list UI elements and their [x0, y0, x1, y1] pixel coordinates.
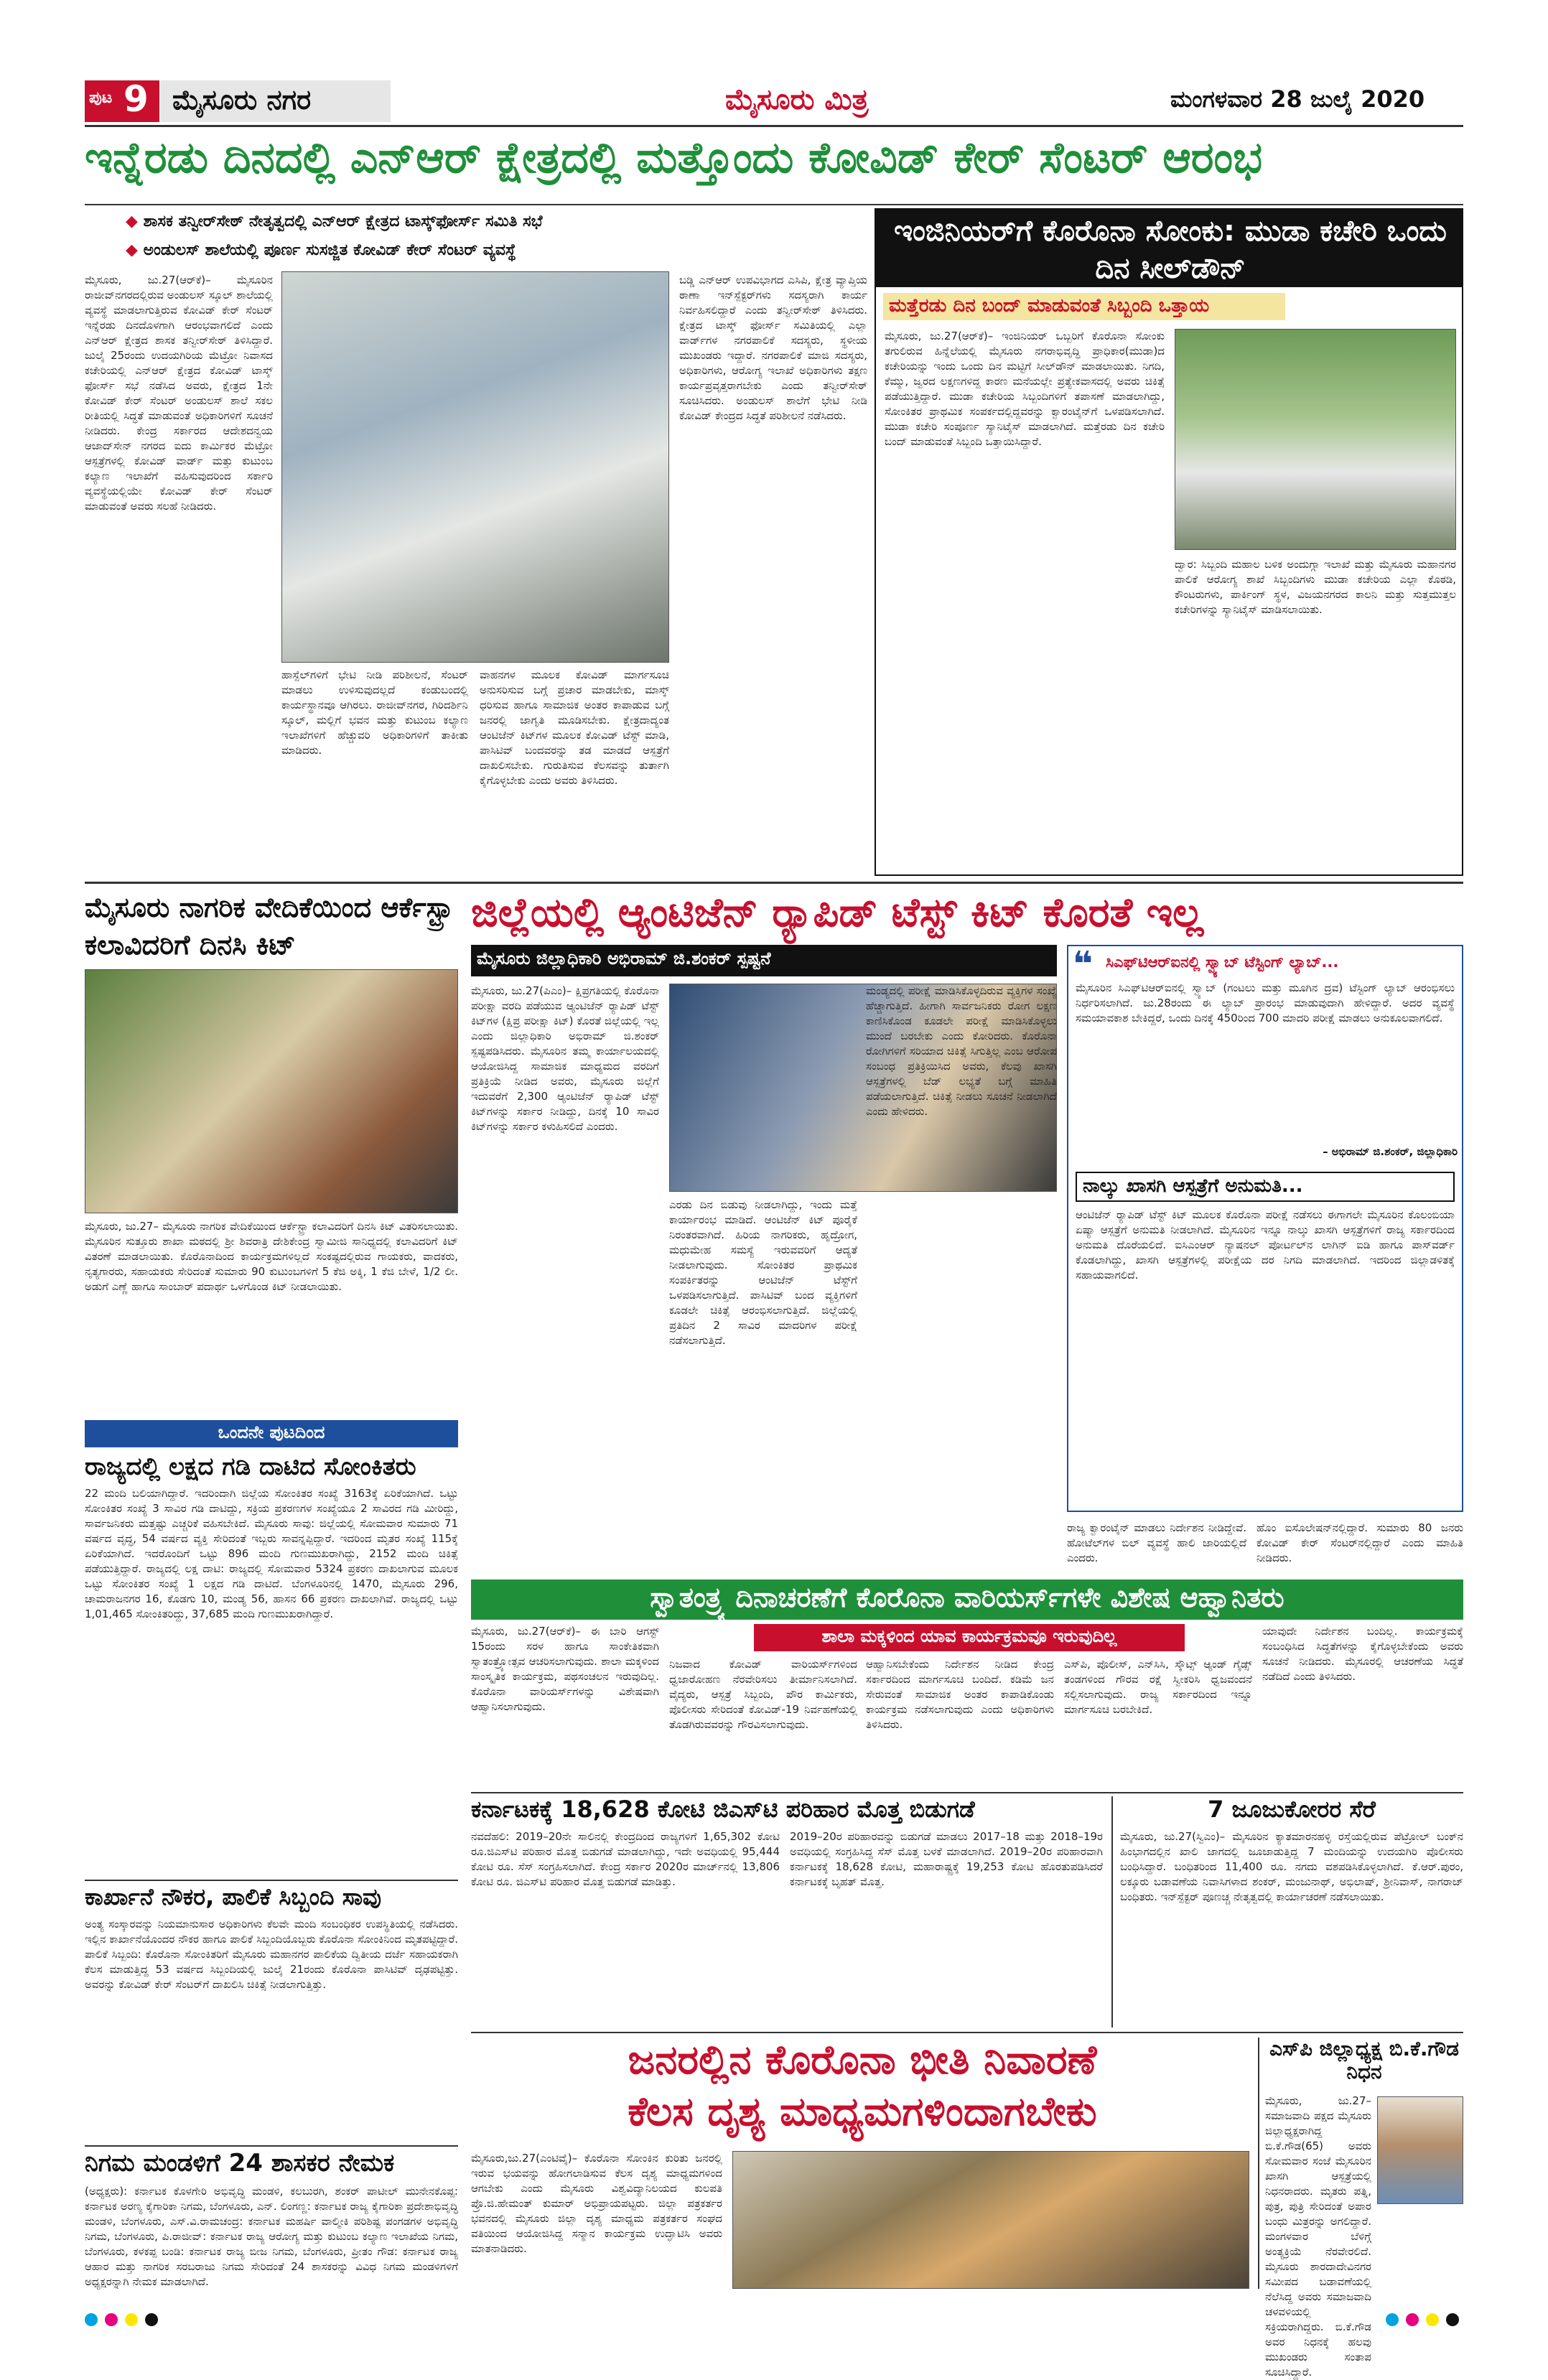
boards-headline: ನಿಗಮ ಮಂಡಳಿಗೆ 24 ಶಾಸಕರ ನೇಮಕ	[85, 2149, 395, 2178]
engineer-body: ಮೈಸೂರು, ಜು.27(ಆರ್‌ಕೆ)– ಇಂಜಿನಿಯರ್ ಒಬ್ಬರಿಗೆ ಕೊರೊನಾ ಸೋಂಕು ತಗುಲಿರುವ ಹಿನ್ನೆಲೆಯಲ್ಲಿ ಮೈಸೂರು ನಗರಾಭಿವೃದ್ಧಿ ಪ್ರಾಧಿಕಾರ(ಮುಡಾ)ದ ಕಚೇರಿಯನ್ನು ಇಂದು ಒಂದು ದಿನ ಮಟ್ಟಿಗೆ ಸೀಲ್‌ಡೌನ್ ಮಾಡಲಾಯಿತು. ನಿಗದಿ, ಕೆಮ್ಮು, ಜ್ವರದ ಲಕ್ಷಣಗಳಿದ್ದ ಕಾರಣ ಮನೆಯಲ್ಲೇ ಪ್ರತ್ಯೇಕವಾಸದಲ್ಲಿ ಅವರು ಚಿಕಿತ್ಸೆ ಪಡೆಯುತ್ತಿದ್ದಾರೆ. ಮುಡಾ ಕಚೇರಿಯ ಸಿಬ್ಬಂದಿಗಳಿಗೆ ತಪಾಸಣೆ ಮಾಡಲಾಗಿದ್ದು, ಸೋಂಕಿತರ ಪ್ರಾಥಮಿಕ ಸಂಪರ್ಕದಲ್ಲಿದ್ದವರನ್ನು ಕ್ವಾರಂಟೈನ್‌ಗೆ ಒಳಪಡಿಸಲಾಗಿದೆ. ಮುಡಾ ಕಚೇರಿ ಸಂಪೂರ್ಣ ಸ್ಯಾನಿಟೈಸ್ ಮಾಡಲಾಗಿದೆ. ಮತ್ತೆರಡು ದಿನ ಕಚೇರಿ ಬಂದ್ ಮಾಡುವಂತೆ ಸಿಬ್ಬಂದಿ ಒತ್ತಾಯಿಸಿದ್ದಾರೆ.	[885, 330, 1165, 448]
media-headline-line-2: ಕೆಲಸ ದೃಶ್ಯ ಮಾಧ್ಯಮಗಳಿಂದಾಗಬೇಕು	[628, 2089, 1097, 2135]
independence-headline: ಸ್ವಾತಂತ್ರ್ಯ ದಿನಾಚರಣೆಗೆ ಕೊರೊನಾ ವಾರಿಯರ್ಸ್‌ಗಳೇ ವಿಶೇಷ ಆಹ್ವಾನಿತರು	[650, 1582, 1284, 1613]
page-label: ಪುಟ	[89, 89, 113, 107]
bullet-icon: ◆	[126, 213, 144, 230]
gst-col-2: 2019–20ರ ಪರಿಹಾರವನ್ನು ಬಿಡುಗಡೆ ಮಾಡಲು 2017–18 ಮತ್ತು 2018–19ರ ಅವಧಿಯಲ್ಲಿ ಸಂಗ್ರಹಿಸಿದ್ದ ಸೆಸ್ ಮೊತ್ತ ಬಳಕೆ ಮಾಡಲಾಗಿದೆ. 2019–20ರ ಪರಿಹಾರವಾಗಿ ಕರ್ನಾಟಕಕ್ಕೆ 18,628 ಕೋಟಿ, ಮಹಾರಾಷ್ಟ್ರಕ್ಕೆ 19,253 ಕೋಟಿ ಹೊರತುಪಡಿಸಿದರೆ ಕರ್ನಾಟಕಕ್ಕೆ ಬೃಹತ್ ಮೊತ್ತ.	[790, 1830, 1103, 1888]
obit-divider	[1258, 2038, 1259, 2289]
obit-photo	[1377, 2096, 1463, 2204]
lead-col-4: ಬಡ್ಡಿ ಎನ್‌ಆರ್ ಉಪವಿಭಾಗದ ಎಸಿಪಿ, ಕ್ಷೇತ್ರ ವ್ಯಾಪ್ತಿಯ ಠಾಣಾ ಇನ್‌ಸ್ಪೆಕ್ಟರ್‌ಗಳು ಸದಸ್ಯರಾಗಿ ಕಾರ್ಯ ನಿರ್ವಹಿಸಲಿದ್ದಾರೆ ಎಂದು ತನ್ವೀರ್‌ಸೇಠ್ ತಿಳಿಸಿದರು. ಕ್ಷೇತ್ರದ ಟಾಸ್ಕ್ ಫೋರ್ಸ್ ಸಮಿತಿಯಲ್ಲಿ ಎಲ್ಲಾ ವಾರ್ಡ್‌ಗಳ ನಗರಪಾಲಿಕೆ ಸದಸ್ಯರು, ಸ್ಥಳೀಯ ಮುಖಂಡರು ಇದ್ದಾರೆ. ನಗರಪಾಲಿಕೆ ಮಾಜಿ ಸದಸ್ಯರು, ಅಧಿಕಾರಿಗಳು, ಆರೋಗ್ಯ ಇಲಾಖೆ ಅಧಿಕಾರಿಗಳು ತಕ್ಷಣ ಕಾರ್ಯಪ್ರವೃತ್ತರಾಗಬೇಕು ಎಂದು ತನ್ವೀರ್‌ಸೇಠ್ ಸೂಚಿಸಿದರು. ಅಂಡುಲಸ್ ಶಾಲೆಗೆ ಭೇಟಿ ನೀಡಿ ಕೋವಿಡ್ ಕೇಂದ್ರದ ಸಿದ್ಧತೆ ಪರಿಶೀಲನೆ ನಡೆಸಿದರು.	[679, 274, 867, 422]
lead-headline: ಇನ್ನೆರಡು ದಿನದಲ್ಲಿ ಎನ್‌ಆರ್ ಕ್ಷೇತ್ರದಲ್ಲಿ ಮತ್ತೊಂದು ಕೋವಿಡ್ ಕೇರ್ ಸೆಂಟರ್ ಆರಂಭ	[85, 133, 1263, 183]
registration-dot-cyan	[85, 2313, 98, 2326]
kits-photo	[85, 969, 458, 1213]
gst-col-1: ನವದೆಹಲಿ: 2019–20ನೇ ಸಾಲಿನಲ್ಲಿ ಕೇಂದ್ರದಿಂದ ರಾಜ್ಯಗಳಿಗೆ 1,65,302 ಕೋಟಿ ರೂ.ಜಿಎಸ್‌ಟಿ ಪರಿಹಾರ ಮೊತ್ತ ಬಿಡುಗಡೆ ಮಾಡಲಾಗಿದ್ದು, ಇದೇ ಅವಧಿಯಲ್ಲಿ 95,444 ಕೋಟಿ ರೂ. ಸೆಸ್ ಸಂಗ್ರಹಿಸಲಾಗಿದೆ. ಕೇಂದ್ರ ಸರ್ಕಾರ 2020ರ ಮಾರ್ಚ್‌ನಲ್ಲಿ 13,806 ಕೋಟಿ ರೂ. ಜಿಎಸ್‌ಟಿ ಪರಿಹಾರ ಮೊತ್ತ ಬಿಡುಗಡೆ ಮಾಡಿತ್ತು.	[471, 1830, 780, 1888]
registration-dot-yellow	[1426, 2313, 1439, 2326]
independence-col-3: ಆಹ್ವಾನಿಸಬೇಕೆಂದು ನಿರ್ದೇಶನ ನೀಡಿದ ಕೇಂದ್ರ ಸರ್ಕಾರದಿಂದ ಮಾರ್ಗಸೂಚಿ ಬಂದಿದೆ. ಕಡಿಮೆ ಜನ ಸೇರುವಂತೆ ಸಾಮಾಜಿಕ ಅಂತರ ಕಾಪಾಡಿಕೊಂಡು ಕಾರ್ಯಕ್ರಮ ನಡೆಸಲಾಗುವುದು ಎಂದು ಅಧಿಕಾರಿಗಳು ತಿಳಿಸಿದರು.	[866, 1658, 1054, 1731]
media-photo	[732, 2151, 1249, 2289]
swab-body-2: ಆಂಟಿಜೆನ್ ರ್‍ಯಾಪಿಡ್ ಟೆಸ್ಟ್ ಕಿಟ್ ಮೂಲಕ ಕೊರೊನಾ ಪರೀಕ್ಷೆ ನಡೆಸಲು ಈಗಾಗಲೇ ಮೈಸೂರಿನ ಕೊಲಂಬಿಯಾ ಏಷ್ಯಾ ಆಸ್ಪತ್ರೆಗೆ ಅನುಮತಿ ನೀಡಲಾಗಿದೆ. ಮೈಸೂರಿನ ಇನ್ನೂ ನಾಲ್ಕು ಖಾಸಗಿ ಆಸ್ಪತ್ರೆಗಳಿಗೆ ರಾಜ್ಯ ಸರ್ಕಾರದಿಂದ ಅನುಮತಿ ದೊರೆಯಲಿದೆ. ಐಸಿಎಂಆರ್ ನ್ಯಾಷನಲ್ ಪೋರ್ಟಲ್‌ನ ಲಾಗಿನ್ ಐಡಿ ಹಾಗೂ ಪಾಸ್‌ವರ್ಡ್ ಕೊಡಲಾಗಿದ್ದು, ಖಾಸಗಿ ಆಸ್ಪತ್ರೆಗಳಲ್ಲಿ ಪರೀಕ್ಷೆಯ ದರ ನಿಗದಿ ಮಾಡಲಾಗಿದೆ. ಇದರಿಂದ ಜಿಲ್ಲಾಡಳಿತಕ್ಕೆ ಸಹಾಯವಾಗಲಿದೆ.	[1076, 1208, 1455, 1282]
antigen-subhead: ಮೈಸೂರು ಜಿಲ್ಲಾಧಿಕಾರಿ ಅಭಿರಾಮ್ ಜಿ.ಶಂಕರ್ ಸ್ಪಷ್ಟನೆ	[477, 948, 771, 969]
registration-dot-black	[1446, 2313, 1459, 2326]
registration-dot-black	[145, 2313, 158, 2326]
lead-photo	[281, 271, 669, 663]
lead-subhead-1: ◆ ಶಾಸಕ ತನ್ವೀರ್‌ಸೇಠ್ ನೇತೃತ್ವದಲ್ಲಿ ಎನ್‌ಆರ್ ಕ್ಷೇತ್ರದ ಟಾಸ್ಕ್‌ಫೋರ್ಸ್ ಸಮಿತಿ ಸಭೆ	[126, 213, 543, 230]
covid-stats-body: 22 ಮಂದಿ ಬಲಿಯಾಗಿದ್ದಾರೆ. ಇದರಿಂದಾಗಿ ಜಿಲ್ಲೆಯ ಸೋಂಕಿತರ ಸಂಖ್ಯೆ 3163ಕ್ಕೆ ಏರಿಕೆಯಾಗಿದೆ. ಒಟ್ಟು ಸೋಂಕಿತರ ಸಂಖ್ಯೆ 3 ಸಾವಿರ ಗಡಿ ದಾಟಿದ್ದು, ಸಕ್ರಿಯ ಪ್ರಕರಣಗಳ ಸಂಖ್ಯೆಯೂ 2 ಸಾವಿರದ ಗಡಿ ಮೀರಿದ್ದು, ಸಾರ್ವಜನಿಕರು ಮತ್ತಷ್ಟು ಎಚ್ಚರಿಕೆ ವಹಿಸಬೇಕಿದೆ. ಮೈಸೂರು ಸಾವು: ಜಿಲ್ಲೆಯಲ್ಲಿ ಸೋಮವಾರ ಸುಮಾರು 71 ವರ್ಷದ ವೃದ್ಧ, 54 ವರ್ಷದ ವ್ಯಕ್ತಿ ಸೇರಿದಂತೆ ಇಬ್ಬರು ಸಾವನ್ನಪ್ಪಿದ್ದಾರೆ. ಇದರಿಂದ ಮೃತರ ಸಂಖ್ಯೆ 115ಕ್ಕೆ ಏರಿಕೆಯಾಗಿದೆ. ಇದರೊಂದಿಗೆ ಒಟ್ಟು 896 ಮಂದಿ ಗುಣಮುಖರಾಗಿದ್ದು, 2152 ಮಂದಿ ಚಿಕಿತ್ಸೆ ಪಡೆಯುತ್ತಿದ್ದಾರೆ. ರಾಜ್ಯದಲ್ಲಿ ಲಕ್ಷ ದಾಟಿ: ರಾಜ್ಯದಲ್ಲಿ ಸೋಮವಾರ 5324 ಪ್ರಕರಣ ದಾಖಲಾಗುವ ಮೂಲಕ ಒಟ್ಟು ಸೋಂಕಿತರ ಸಂಖ್ಯೆ 1 ಲಕ್ಷದ ಗಡಿ ದಾಟಿದೆ. ಬೆಂಗಳೂರಿನಲ್ಲಿ 1470, ಮೈಸೂರು 296, ಚಾಮರಾಜನಗರ 16, ಕೊಡಗು 10, ಮಂಡ್ಯ 56, ಹಾಸನ 66 ಪ್ರಕರಣ ದಾಖಲಾಗಿವೆ. ರಾಜ್ಯದಲ್ಲಿ ಒಟ್ಟು 1,01,465 ಸೋಂಕಿತರಿದ್ದು, 37,685 ಮಂದಿ ಗುಣಮುಖರಾಗಿದ್ದಾರೆ.	[85, 1487, 458, 1620]
boards-body: (ಅಧ್ಯಕ್ಷರು): ಕರ್ನಾಟಕ ಕೊಳಗೇರಿ ಅಭಿವೃದ್ಧಿ ಮಂಡಳಿ, ಕಲಬುರಗಿ, ಶಂಕರ್ ಪಾಟೀಲ್ ಮುನೇನಕೊಪ್ಪ: ಕರ್ನಾಟಕ ಅರಣ್ಯ ಕೈಗಾರಿಕಾ ನಿಗಮ, ಬೆಂಗಳೂರು, ಎನ್. ಲಿಂಗಣ್ಣ: ಕರ್ನಾಟಕ ರಾಜ್ಯ ಕೈಗಾರಿಕಾ ಪ್ರದೇಶಾಭಿವೃದ್ಧಿ ಮಂಡಳಿ, ಬೆಂಗಳೂರು, ಎಸ್.ವಿ.ರಾಮಚಂದ್ರ: ಕರ್ನಾಟಕ ಮಹರ್ಷಿ ವಾಲ್ಮೀಕಿ ಪರಿಶಿಷ್ಟ ಪಂಗಡಗಳ ಅಭಿವೃದ್ಧಿ ನಿಗಮ, ಬೆಂಗಳೂರು, ಪಿ.ರಾಜೀವ್: ಕರ್ನಾಟಕ ರಾಜ್ಯ ಆರೋಗ್ಯ ಮತ್ತು ಕುಟುಂಬ ಕಲ್ಯಾಣ ಇಲಾಖೆಯ ನಿಗಮ, ಬೆಂಗಳೂರು, ಕಳಕಪ್ಪ ಬಂಡಿ: ಕರ್ನಾಟಕ ರಾಜ್ಯ ಬೀಜ ನಿಗಮ, ಬೆಂಗಳೂರು, ಪ್ರೀತಂ ಗೌಡ: ಕರ್ನಾಟಕ ರಾಜ್ಯ ಆಹಾರ ಮತ್ತು ನಾಗರಿಕ ಸರಬರಾಜು ನಿಗಮ ಸೇರಿದಂತೆ 24 ಶಾಸಕರನ್ನು ವಿವಿಧ ನಿಗಮ ಮಂಡಳಿಗಳಿಗೆ ಅಧ್ಯಕ್ಷರನ್ನಾಗಿ ನೇಮಕ ಮಾಡಲಾಗಿದೆ.	[85, 2185, 458, 2288]
gst-headline: ಕರ್ನಾಟಕಕ್ಕೆ 18,628 ಕೋಟಿ ಜಿಎಸ್‌ಟಿ ಪರಿಹಾರ ಮೊತ್ತ ಬಿಡುಗಡೆ	[471, 1796, 975, 1823]
gamblers-divider	[1111, 1796, 1113, 2027]
boards-rule	[85, 2145, 458, 2147]
media-headline-line-1: ಜನರಲ್ಲಿನ ಕೊರೊನಾ ಭೀತಿ ನಿವಾರಣೆ	[628, 2037, 1097, 2083]
lead-col-1: ಮೈಸೂರು, ಜು.27(ಆರ್‌ಕೆ)– ಮೈಸೂರಿನ ರಾಜೀವ್‌ನಗರದಲ್ಲಿರುವ ಅಂಡುಲಸ್ ಸ್ಕೂಲ್ ಶಾಲೆಯಲ್ಲಿ ವ್ಯವಸ್ಥೆ ಮಾಡಲಾಗುತ್ತಿರುವ ಕೋವಿಡ್ ಕೇರ್ ಸೆಂಟರ್ ಇನ್ನೆರಡು ದಿನದೊಳಗಾಗಿ ಆರಂಭವಾಗಲಿದೆ ಎಂದು ಎನ್‌ಆರ್ ಕ್ಷೇತ್ರದ ಶಾಸಕ ತನ್ವೀರ್‌ಸೇಠ್ ತಿಳಿಸಿದ್ದಾರೆ. ಜುಲೈ 25ರಂದು ಉದಯಗಿರಿಯ ಮೆಟ್ರೋ ನಿವಾಸದ ಕಚೇರಿಯಲ್ಲಿ ಎನ್‌ಆರ್ ಕ್ಷೇತ್ರದ ಕೋವಿಡ್ ಟಾಸ್ಕ್ ಫೋರ್ಸ್ ಸಭೆ ನಡೆಸಿದ ಅವರು, ಕ್ಷೇತ್ರದ 1ನೇ ಕೋವಿಡ್ ಕೇರ್ ಸೆಂಟರ್ ಅಂಡುಲಸ್ ಶಾಲೆ ಸಕಲ ರೀತಿಯಲ್ಲಿ ಸಿದ್ಧತೆ ಮಾಡುವಂತೆ ಅಧಿಕಾರಿಗಳಿಗೆ ಸೂಚನೆ ನೀಡಿದರು. ಕೇಂದ್ರ ಸರ್ಕಾರದ ಆದೇಶದನ್ವಯ ಆಜಾದ್‌ಸೇನ್ ನಗರದ ಐದು ಕಾರ್ಮಿಕರ ಮೆಟ್ರೋ ಆಸ್ಪತ್ರೆಗಳಲ್ಲಿ ಕೋವಿಡ್ ವಾರ್ಡ್ ಮತ್ತು ಕುಟುಂಬ ಕಲ್ಯಾಣ ಇಲಾಖೆಗೆ ವಹಿಸುವುದರಿಂದ ಸರ್ಕಾರಿ ವ್ಯವಸ್ಥೆಯಲ್ಲಿಯೇ ಕೋವಿಡ್ ಕೇರ್ ಸೆಂಟರ್ ಮಾಡುವಂತೆ ಅವರು ಸಲಹೆ ನೀಡಿದರು.	[85, 274, 273, 513]
lead-subhead-2: ◆ ಅಂಡುಲಸ್ ಶಾಲೆಯಲ್ಲಿ ಪೂರ್ಣ ಸುಸಜ್ಜಿತ ಕೋವಿಡ್ ಕೇರ್ ಸೆಂಟರ್ ವ್ಯವಸ್ಥೆ	[126, 241, 516, 259]
bullet-icon: ◆	[126, 241, 144, 259]
independence-col-2: ನಿಜವಾದ ಕೋವಿಡ್ ವಾರಿಯರ್ಸ್‌ಗಳಿಂದ ಧ್ವಜಾರೋಹಣ ನೆರವೇರಿಸಲು ತೀರ್ಮಾನಿಸಲಾಗಿದೆ. ವೈದ್ಯರು, ಆಸ್ಪತ್ರೆ ಸಿಬ್ಬಂದಿ, ಪೌರ ಕಾರ್ಮಿಕರು, ಪೊಲೀಸರು ಸೇರಿದಂತೆ ಕೋವಿಡ್-19 ನಿರ್ವಹಣೆಯಲ್ಲಿ ತೊಡಗಿರುವವರನ್ನು ಗೌರವಿಸಲಾಗುವುದು.	[669, 1658, 857, 1731]
independence-subhead: ಶಾಲಾ ಮಕ್ಕಳಿಂದ ಯಾವ ಕಾರ್ಯಕ್ರಮವೂ ಇರುವುದಿಲ್ಲ	[821, 1626, 1117, 1646]
gamblers-headline: 7 ಜೂಜುಕೋರರ ಸೆರೆ	[1208, 1796, 1376, 1823]
swab-headline-2: ನಾಲ್ಕು ಖಾಸಗಿ ಆಸ್ಪತ್ರೆಗೆ ಅನುಮತಿ...	[1083, 1175, 1303, 1197]
kits-body: ಮೈಸೂರು, ಜು.27– ಮೈಸೂರು ನಾಗರಿಕ ವೇದಿಕೆಯಿಂದ ಆರ್ಕೆಸ್ಟ್ರಾ ಕಲಾವಿದರಿಗೆ ದಿನಸಿ ಕಿಟ್ ವಿತರಿಸಲಾಯಿತು. ಮೈಸೂರಿನ ಸುತ್ತೂರು ಶಾಖಾ ಮಠದಲ್ಲಿ ಶ್ರೀ ಶಿವರಾತ್ರಿ ದೇಶಿಕೇಂದ್ರ ಸ್ವಾಮೀಜಿ ಸಾನಿಧ್ಯದಲ್ಲಿ ಕಲಾವಿದರಿಗೆ ಕಿಟ್ ವಿತರಣೆ ಮಾಡಲಾಯಿತು. ಕೊರೊನಾದಿಂದ ಕಾರ್ಯಕ್ರಮಗಳಿಲ್ಲದೆ ಸಂಕಷ್ಟದಲ್ಲಿರುವ ಗಾಯಕರು, ವಾದಕರು, ನೃತ್ಯಗಾರರು, ಸಹಾಯಕರು ಸೇರಿದಂತೆ ಸುಮಾರು 90 ಕುಟುಂಬಗಳಿಗೆ 5 ಕೆಜಿ ಅಕ್ಕಿ, 1 ಕೆಜಿ ಬೇಳೆ, 1/2 ಲೀ. ಅಡುಗೆ ಎಣ್ಣೆ ಹಾಗೂ ಸಾಂಬಾರ್ ಪದಾರ್ಥ ಒಳಗೊಂಡ ಕಿಟ್ ನೀಡಲಾಯಿತು.	[85, 1220, 458, 1293]
antigen-col-2: ಎರಡು ದಿನ ಬಿಡುವು ನೀಡಲಾಗಿದ್ದು, ಇಂದು ಮತ್ತೆ ಕಾರ್ಯಾರಂಭ ಮಾಡಿದೆ. ಆಂಟಿಜೆನ್ ಕಿಟ್ ಪೂರೈಕೆ ನಿರಂತರವಾಗಿದೆ. ಹಿರಿಯ ನಾಗರಿಕರು, ಹೃದ್ರೋಗ, ಮಧುಮೇಹ ಸಮಸ್ಯೆ ಇರುವವರಿಗೆ ಆದ್ಯತೆ ನೀಡಲಾಗುವುದು. ಸೋಂಕಿತರ ಪ್ರಾಥಮಿಕ ಸಂಪರ್ಕಿತರನ್ನು ಆಂಟಿಜೆನ್ ಟೆಸ್ಟ್‌ಗೆ ಒಳಪಡಿಸಲಾಗುತ್ತಿದೆ. ಪಾಸಿಟಿವ್ ಬಂದ ವ್ಯಕ್ತಿಗಳಿಗೆ ಕೂಡಲೇ ಚಿಕಿತ್ಸೆ ಆರಂಭಿಸಲಾಗುತ್ತಿದೆ. ಜಿಲ್ಲೆಯಲ್ಲಿ ಪ್ರತಿದಿನ 2 ಸಾವಿರ ಮಾದರಿಗಳ ಪರೀಕ್ಷೆ ನಡೆಸಲಾಗುತ್ತಿದೆ.	[669, 1198, 857, 1347]
covid-stats-headline: ರಾಜ್ಯದಲ್ಲಿ ಲಕ್ಷದ ಗಡಿ ದಾಟಿದ ಸೋಂಕಿತರು	[85, 1452, 416, 1481]
factory-headline: ಕಾರ್ಖಾನೆ ನೌಕರ, ಪಾಲಿಕೆ ಸಿಬ್ಬಂದಿ ಸಾವು	[85, 1883, 382, 1910]
page-number: 9	[123, 78, 149, 120]
antigen-col-1: ಮೈಸೂರು, ಜು.27(ಪಿಎಂ)– ಕ್ಷಿಪ್ರಗತಿಯಲ್ಲಿ ಕೊರೊನಾ ಪರೀಕ್ಷಾ ವರದಿ ಪಡೆಯುವ ಆ್ಯಂಟಿಜೆನ್ ರ್‍ಯಾಪಿಡ್ ಟೆಸ್ಟ್ ಕಿಟ್‌ಗಳ (ಕ್ಷಿಪ್ರ ಪರೀಕ್ಷಾ ಕಿಟ್) ಕೊರತೆ ಜಿಲ್ಲೆಯಲ್ಲಿ ಇಲ್ಲ ಎಂದು ಜಿಲ್ಲಾಧಿಕಾರಿ ಅಭಿರಾಮ್ ಜಿ.ಶಂಕರ್ ಸ್ಪಷ್ಟಪಡಿಸಿದರು. ಮೈಸೂರಿನ ತಮ್ಮ ಕಾರ್ಯಾಲಯದಲ್ಲಿ ಆಯೋಜಿಸಿದ್ದ ಸಾಮಾಜಿಕ ಮಾಧ್ಯಮದ ವರದಿಗೆ ಪ್ರತಿಕ್ರಿಯೆ ನೀಡಿದ ಅವರು, ಮೈಸೂರು ಜಿಲ್ಲೆಗೆ ಇದುವರೆಗೆ 2,300 ಆ್ಯಂಟಿಜೆನ್ ರ್‍ಯಾಪಿಡ್ ಟೆಸ್ಟ್ ಕಿಟ್‌ಗಳನ್ನು ಸರ್ಕಾರ ನೀಡಿದ್ದು, ದಿನಕ್ಕೆ 10 ಸಾವಿರ ಕಿಟ್‌ಗಳನ್ನು ಸರ್ಕಾರ ಕಳುಹಿಸಲಿದೆ ಎಂದರು.	[471, 984, 659, 1133]
registration-dot-magenta	[1406, 2313, 1419, 2326]
engineer-headline: ಇಂಜಿನಿಯರ್‌ಗೆ ಕೊರೊನಾ ಸೋಂಕು: ಮುಡಾ ಕಚೇರಿ ಒಂದು ದಿನ ಸೀಲ್‌ಡೌನ್	[894, 215, 1447, 285]
independence-col-1: ಮೈಸೂರು, ಜು.27(ಆರ್‌ಕೆ)– ಈ ಬಾರಿ ಆಗಸ್ಟ್ 15ರಂದು ಸರಳ ಹಾಗೂ ಸಾಂಕೇತಿಕವಾಗಿ ಸ್ವಾತಂತ್ರ್ಯೋತ್ಸವ ಆಚರಿಸಲಾಗುವುದು. ಶಾಲಾ ಮಕ್ಕಳಿಂದ ಸಾಂಸ್ಕೃತಿಕ ಕಾರ್ಯಕ್ರಮ, ಪಥಸಂಚಲನ ಇರುವುದಿಲ್ಲ. ಕೊರೊನಾ ವಾರಿಯರ್ಸ್‌ಗಳನ್ನು ವಿಶೇಷವಾಗಿ ಆಹ್ವಾನಿಸಲಾಗುವುದು.	[471, 1625, 659, 1713]
issue-date: ಮಂಗಳವಾರ 28 ಜುಲೈ 2020	[1170, 85, 1425, 113]
antigen-headline: ಜಿಲ್ಲೆಯಲ್ಲಿ ಆ್ಯಂಟಿಜೆನ್ ರ್‍ಯಾಪಿಡ್ ಟೆಸ್ಟ್ ಕಿಟ್ ಕೊರತೆ ಇಲ್ಲ	[471, 890, 1204, 936]
lead-photo-caption: ಹಾಸ್ಪೆಲ್‌ಗಳಿಗೆ ಭೇಟಿ ನೀಡಿ ಪರಿಶೀಲನೆ, ಸೆಂಟರ್ ಮಾಡಲು ಉಳಿಸುವುದಲ್ಲದೆ ಕಂಡುಬಂದಲ್ಲಿ ಕಾರ್ಯಸ್ಥಾನವೂ ಆಗಿರಲು. ರಾಜೀವ್‌ನಗರ, ಗಿರಿದರ್ಶಿನಿ ಸ್ಕೂಲ್, ಮಲ್ಲಿಗೆ ಭವನ ಮತ್ತು ಕುಟುಂಬ ಕಲ್ಯಾಣ ಇಲಾಖೆಗಳಿಗೆ ಹೆಚ್ಚುವರಿ ಅಧಿಕಾರಿಗಳಿಗೆ ತಾಕೀತು ಮಾಡಿದರು.	[281, 668, 468, 757]
section-title: ಮೈಸೂರು ನಗರ	[172, 84, 312, 116]
paper-name: ಮೈಸೂರು ಮಿತ್ರ	[725, 83, 869, 116]
swab-quote-attrib: – ಅಭಿರಾಮ್ ಜಿ.ಶಂಕರ್, ಜಿಲ್ಲಾಧಿಕಾರಿ	[1323, 1145, 1458, 1158]
gamblers-body: ಮೈಸೂರು, ಜು.27(ಸ್ವಿಎಂ)– ಮೈಸೂರಿನ ಕ್ಯಾತಮಾರನಹಳ್ಳಿ ರಸ್ತೆಯಲ್ಲಿರುವ ಪೆಟ್ರೋಲ್ ಬಂಕ್‌ನ ಹಿಂಭಾಗದಲ್ಲಿನ ಖಾಲಿ ಜಾಗದಲ್ಲಿ ಜೂಜಾಡುತ್ತಿದ್ದ 7 ಮಂದಿಯನ್ನು ಉದಯಗಿರಿ ಪೊಲೀಸರು ಬಂಧಿಸಿದ್ದಾರೆ. ಬಂಧಿತರಿಂದ 11,400 ರೂ. ನಗದು ವಶಪಡಿಸಿಕೊಳ್ಳಲಾಗಿದೆ. ಕೆ.ಆರ್.ಪುರಂ, ಲಕ್ಕೂರು ಬಡಾವಣೆಯ ನಿವಾಸಿಗಳಾದ ಶಂಕರ್, ಮಂಜುನಾಥ್, ಅಭಿಲಾಷ್, ಶ್ರೀನಿವಾಸ್, ನಾಗರಾಜ್ ಬಂಧಿತರು. ಇನ್‌ಸ್ಪೆಕ್ಟರ್ ಪೂಣಚ್ಚ ನೇತೃತ್ವದಲ್ಲಿ ಕಾರ್ಯಾಚರಣೆ ನಡೆಸಲಾಯಿತು.	[1120, 1830, 1463, 1903]
obit-headline: ಎಸ್‌ಪಿ ಜಿಲ್ಲಾಧ್ಯಕ್ಷ ಬಿ.ಕೆ.ಗೌಡ ನಿಧನ	[1269, 2037, 1459, 2084]
antigen-tail: ರಾಜ್ಯ ಕ್ವಾರಂಟೈನ್ ಮಾಡಲು ನಿರ್ದೇಶನ ನೀಡಿದ್ದೇವೆ. ಹೋಟೆಲ್‌ಗಳ ಬಿಲ್ ವ್ಯವಸ್ಥೆ ಹಾಲಿ ಜಾರಿಯಲ್ಲಿದೆ ಎಂದರು.	[1067, 1521, 1246, 1564]
swab-quote-icon: ❝	[1073, 944, 1094, 984]
factory-rule	[85, 1880, 458, 1881]
section-rule-3	[471, 2032, 1463, 2033]
lead-rule	[85, 204, 1463, 205]
independence-col-5: ಯಾವುದೇ ನಿರ್ದೇಶನ ಬಂದಿಲ್ಲ. ಕಾರ್ಯಕ್ರಮಕ್ಕೆ ಸಂಬಂಧಿಸಿದ ಸಿದ್ಧತೆಗಳನ್ನು ಕೈಗೊಳ್ಳಬೇಕೆಂದು ಅವರು ಸೂಚನೆ ನೀಡಿದರು. ಮೈಸೂರಲ್ಲಿ ಆಚರಣೆಯ ಸಿದ್ಧತೆ ನಡೆದಿದೆ ಎಂದು ತಿಳಿಸಿದರು.	[1262, 1625, 1463, 1683]
kits-headline: ಮೈಸೂರು ನಾಗರಿಕ ವೇದಿಕೆಯಿಂದ ಆರ್ಕೆಸ್ಟ್ರಾ ಕಲಾವಿದರಿಗೆ ದಿನಸಿ ಕಿಟ್	[85, 892, 454, 961]
obit-body-top: ಮೈಸೂರು, ಜು.27– ಸಮಾಜವಾದಿ ಪಕ್ಷದ ಮೈಸೂರು ಜಿಲ್ಲಾಧ್ಯಕ್ಷರಾಗಿದ್ದ ಬಿ.ಕೆ.ಗೌಡ(65) ಅವರು ಸೋಮವಾರ ಸಂಜೆ ಮೈಸೂರಿನ ಖಾಸಗಿ ಆಸ್ಪತ್ರೆಯಲ್ಲಿ ನಿಧನರಾದರು. ಮೃತರು ಪತ್ನಿ, ಪುತ್ರ, ಪುತ್ರಿ ಸೇರಿದಂತೆ ಅಪಾರ ಬಂಧು ಮಿತ್ರರನ್ನು ಅಗಲಿದ್ದಾರೆ. ಮಂಗಳವಾರ ಬೆಳಿಗ್ಗೆ ಅಂತ್ಯಕ್ರಿಯೆ ನೆರವೇರಲಿದೆ. ಮೈಸೂರು ಶಾರದಾದೇವಿನಗರ ಸಮೀಪದ ಬಡಾವಣೆಯಲ್ಲಿ ನೆಲೆಸಿದ್ದ ಅವರು ಸಮಾಜವಾದಿ ಚಳವಳಿಯಲ್ಲಿ ಸಕ್ರಿಯರಾಗಿದ್ದರು. ಬಿ.ಕೆ.ಗೌಡ ಅವರ ನಿಧನಕ್ಕೆ ಹಲವು ಮುಖಂಡರು ಸಂತಾಪ ಸೂಚಿಸಿದ್ದಾರೆ.	[1265, 2094, 1371, 2379]
registration-dot-yellow	[125, 2313, 138, 2326]
engineer-photo-caption: ದ್ವಾರ: ಸಿಬ್ಬಂದಿ ಮಹಾಲ ಬಳಿಕ ಅಂದುಗ್ಗಾ ಇಲಾಖೆ ಮತ್ತು ಮೈಸೂರು ಮಹಾನಗರ ಪಾಲಿಕೆ ಆರೋಗ್ಯ ಶಾಖೆ ಸಿಬ್ಬಂದಿಗಳು ಮುಡಾ ಕಚೇರಿಯ ಎಲ್ಲಾ ಕೊಠಡಿ, ಕೌಂಟರುಗಳು, ಪಾರ್ಕಿಂಗ್ ಸ್ಥಳ, ವಿಜಯನಗರದ ಕಾಲನಿ ಮತ್ತು ಸುತ್ತಮುತ್ತಲ ಕಚೇರಿಗಳನ್ನು ಸ್ಯಾನಿಟೈಸ್ ಮಾಡಿಸಲಾಯಿತು.	[1175, 558, 1456, 616]
engineer-subhead: ಮತ್ತೆರಡು ದಿನ ಬಂದ್ ಮಾಡುವಂತೆ ಸಿಬ್ಬಂದಿ ಒತ್ತಾಯ	[883, 293, 1285, 320]
lead-col-3: ವಾಹನಗಳ ಮೂಲಕ ಕೋವಿಡ್ ಮಾರ್ಗಸೂಚಿ ಅನುಸರಿಸುವ ಬಗ್ಗೆ ಪ್ರಚಾರ ಮಾಡಬೇಕು, ಮಾಸ್ಕ್ ಧರಿಸುವ ಹಾಗೂ ಸಾಮಾಜಿಕ ಅಂತರ ಕಾಪಾಡುವ ಬಗ್ಗೆ ಜನರಲ್ಲಿ ಜಾಗೃತಿ ಮೂಡಿಸಬೇಕು. ಕ್ಷೇತ್ರದಾದ್ಯಂತ ಆಂಟಿಜೆನ್ ಕಿಟ್‌ಗಳ ಮೂಲಕ ಕೋವಿಡ್ ಟೆಸ್ಟ್ ಮಾಡಿ, ಪಾಸಿಟಿವ್ ಬಂದವರನ್ನು ತಡ ಮಾಡದೆ ಆಸ್ಪತ್ರೆಗೆ ದಾಖಲಿಸಬೇಕು. ಗುರುತಿಸುವ ಕೆಲಸವನ್ನು ತುರ್ತಾಗಿ ಕೈಗೊಳ್ಳಬೇಕು ಎಂದು ಅವರು ತಿಳಿಸಿದರು.	[480, 668, 669, 787]
swab-quote-body: ಮೈಸೂರಿನ ಸಿಎಫ್‌ಟಿಆರ್‌ಐನಲ್ಲಿ ಸ್ವ್ಯಾಬ್ (ಗಂಟಲು ಮತ್ತು ಮೂಗಿನ ದ್ರವ) ಟೆಸ್ಟಿಂಗ್ ಲ್ಯಾಬ್ ಆರಂಭಿಸಲು ನಿರ್ಧರಿಸಲಾಗಿದೆ. ಜು.28ರಂದು ಈ ಲ್ಯಾಬ್ ಪ್ರಾರಂಭ ಮಾಡುವುದಾಗಿ ಹೇಳಿದ್ದಾರೆ. ಅದರ ವ್ಯವಸ್ಥೆ ಸಮಯಾವಕಾಶ ಬೇಕಿದ್ದರೆ, ಒಂದು ದಿನಕ್ಕೆ 450ರಿಂದ 700 ಮಾದರಿ ಪರೀಕ್ಷೆ ಮಾಡಲು ಅನುಕೂಲವಾಗಲಿದೆ.	[1076, 981, 1455, 1025]
section-rule-1	[85, 882, 1463, 884]
engineer-photo	[1175, 329, 1456, 550]
masthead-rule	[85, 125, 1463, 127]
continued-band-label: ಒಂದನೇ ಪುಟದಿಂದ	[218, 1422, 325, 1442]
antigen-col-3: ಮಂಡ್ಯದಲ್ಲಿ ಪರೀಕ್ಷೆ ಮಾಡಿಸಿಕೊಳ್ಳದಿರುವ ವ್ಯಕ್ತಿಗಳ ಸಂಖ್ಯೆ ಹೆಚ್ಚಾಗುತ್ತಿದೆ. ಹೀಗಾಗಿ ಸಾರ್ವಜನಿಕರು ರೋಗ ಲಕ್ಷಣ ಕಾಣಿಸಿಕೊಂಡ ಕೂಡಲೇ ಪರೀಕ್ಷೆ ಮಾಡಿಸಿಕೊಳ್ಳಲು ಮುಂದೆ ಬರಬೇಕು ಎಂದು ಕೋರಿದರು. ಕೊರೊನಾ ರೋಗಿಗಳಿಗೆ ಸರಿಯಾದ ಚಿಕಿತ್ಸೆ ಸಿಗುತ್ತಿಲ್ಲ ಎಂಬ ಆರೋಪ ಸಂಬಂಧ ಪ್ರತಿಕ್ರಿಯಿಸಿದ ಅವರು, ಕೆಲವು ಖಾಸಗಿ ಆಸ್ಪತ್ರೆಗಳಲ್ಲಿ ಬೆಡ್ ಲಭ್ಯತೆ ಬಗ್ಗೆ ಮಾಹಿತಿ ಪಡೆಯಲಾಗುತ್ತಿದೆ. ಚಿಕಿತ್ಸೆ ನೀಡಲು ಸೂಚನೆ ನೀಡಲಾಗಿದೆ ಎಂದು ಹೇಳಿದರು.	[866, 984, 1057, 1118]
independence-col-4: ಎಸ್‌ಪಿ, ಪೊಲೀಸ್, ಎನ್‌ಸಿಸಿ, ಸ್ಕೌಟ್ಸ್ ಆ್ಯಂಡ್ ಗೈಡ್ಸ್ ತಂಡಗಳಿಂದ ಗೌರವ ರಕ್ಷೆ ಸ್ವೀಕರಿಸಿ ಧ್ವಜವಂದನೆ ಸಲ್ಲಿಸಲಾಗುವುದು. ರಾಜ್ಯ ಸರ್ಕಾರದಿಂದ ಇನ್ನೂ ಮಾರ್ಗಸೂಚಿ ಬರಬೇಕಿದೆ.	[1064, 1658, 1252, 1716]
swab-tail: ಹೊಂ ಐಸೊಲೇಷನ್‌ನಲ್ಲಿದ್ದಾರೆ. ಸುಮಾರು 80 ಜನರು ಕೋವಿಡ್ ಕೇರ್ ಸೆಂಟರ್‌ನಲ್ಲಿದ್ದಾರೆ ಎಂದು ಮಾಹಿತಿ ನೀಡಿದರು.	[1256, 1521, 1463, 1564]
registration-dot-cyan	[1386, 2313, 1399, 2326]
section-rule-2	[471, 1792, 1463, 1793]
media-col-1: ಮೈಸೂರು,ಜು.27(ಎಂಟಿವೈ)– ಕೊರೊನಾ ಸೋಂಕಿನ ಕುರಿತು ಜನರಲ್ಲಿ ಇರುವ ಭಯವನ್ನು ಹೋಗಲಾಡಿಸುವ ಕೆಲಸ ದೃಶ್ಯ ಮಾಧ್ಯಮಗಳಿಂದ ಆಗಬೇಕು ಎಂದು ಮೈಸೂರು ವಿಶ್ವವಿದ್ಯಾನಿಲಯದ ಕುಲಪತಿ ಪ್ರೊ.ಜಿ.ಹೇಮಂತ್ ಕುಮಾರ್ ಅಭಿಪ್ರಾಯಪಟ್ಟರು. ಜಿಲ್ಲಾ ಪತ್ರಕರ್ತರ ಭವನದಲ್ಲಿ ಮೈಸೂರು ಜಿಲ್ಲಾ ದೃಶ್ಯ ಮಾಧ್ಯಮ ಪತ್ರಕರ್ತರ ಸಂಘದ ವತಿಯಿಂದ ಆಯೋಜಿಸಿದ್ದ ಸನ್ಮಾನ ಕಾರ್ಯಕ್ರಮ ಉದ್ಘಾಟಿಸಿ ಅವರು ಮಾತನಾಡಿದರು.	[471, 2152, 722, 2255]
swab-quote-title: ಸಿಎಫ್‌ಟಿಆರ್‌ಐನಲ್ಲಿ ಸ್ವ್ಯಾಬ್ ಟೆಸ್ಟಿಂಗ್ ಲ್ಯಾಬ್...	[1106, 953, 1339, 971]
factory-body: ಅಂತ್ಯ ಸಂಸ್ಕಾರವನ್ನು ನಿಯಮಾನುಸಾರ ಅಧಿಕಾರಿಗಳು ಕೆಲವೇ ಮಂದಿ ಸಂಬಂಧಿಕರ ಉಪಸ್ಥಿತಿಯಲ್ಲಿ ನಡೆಸಿದರು. ಇಲ್ಲಿನ ಕಾರ್ಖಾನೆಯೊಂದರ ನೌಕರ ಹಾಗೂ ಪಾಲಿಕೆ ಸಿಬ್ಬಂದಿಯೊಬ್ಬರು ಕೊರೊನಾ ಸೋಂಕಿನಿಂದ ಮೃತಪಟ್ಟಿದ್ದಾರೆ. ಪಾಲಿಕೆ ಸಿಬ್ಬಂದಿ: ಕೊರೊನಾ ಸೋಂಕಿತರಿಗೆ ಮೈಸೂರು ಮಹಾನಗರ ಪಾಲಿಕೆಯ ದ್ವಿತೀಯ ದರ್ಜೆ ಸಹಾಯಕರಾಗಿ ಕೆಲಸ ಮಾಡುತ್ತಿದ್ದ 53 ವರ್ಷದ ಸಿಬ್ಬಂದಿಯಲ್ಲಿ ಜುಲೈ 21ರಂದು ಕೊರೊನಾ ಪಾಸಿಟಿವ್ ದೃಢಪಟ್ಟಿತ್ತು. ಅವರನ್ನು ಕೋವಿಡ್ ಕೇರ್ ಸೆಂಟರ್‌ಗೆ ದಾಖಲಿಸಿ ಚಿಕಿತ್ಸೆ ನೀಡಲಾಗುತ್ತಿತ್ತು.	[85, 1918, 458, 1991]
registration-dot-magenta	[105, 2313, 118, 2326]
